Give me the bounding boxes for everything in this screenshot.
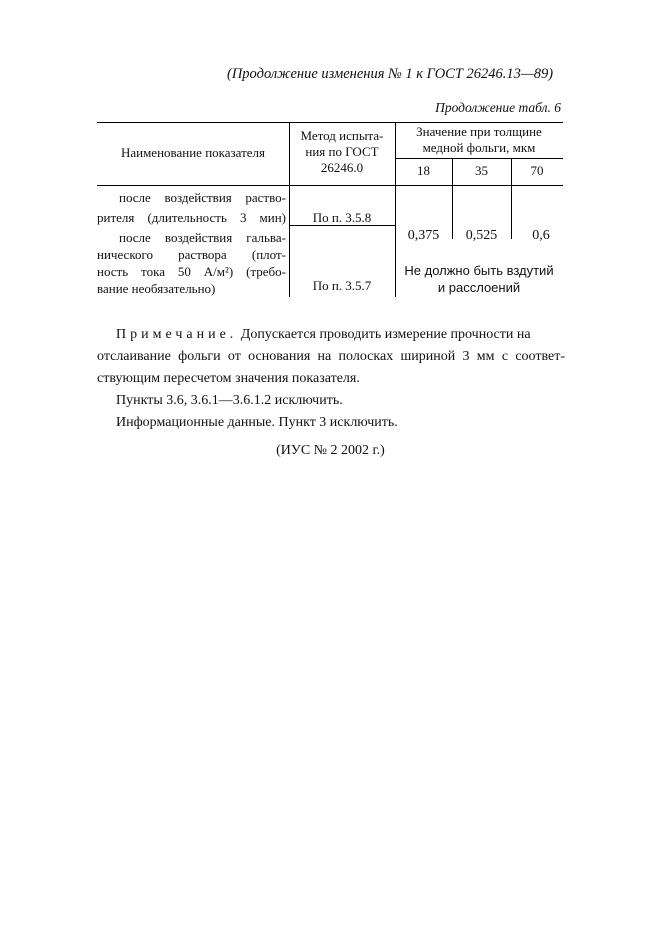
row2-name-line1: после воздействия гальва- (119, 230, 286, 245)
row1-method: По п. 3.5.8 (312, 210, 372, 225)
header-method-line3: 26246.0 (320, 160, 364, 175)
note-line2: отслаивание фольги от основания на полосках шириной 3 мм с соответ- (97, 349, 565, 364)
thickness-35: 35 (475, 163, 488, 178)
header-indicator-name: Наименование показателя (120, 145, 266, 160)
note-line1 (97, 324, 565, 346)
table-row (97, 229, 286, 297)
row1-value-35: 0,525 (465, 228, 498, 243)
row2-name-line4: вание необязательно) (97, 281, 216, 296)
row2-value-line1: Не должно быть вздутий (404, 263, 554, 278)
note-line1-text: Допускается проводить измерение прочности на (240, 327, 531, 342)
header-bottom-rule (97, 185, 563, 186)
table-continuation-label: Продолжение табл. 6 (435, 100, 561, 115)
header-method-line2: ния по ГОСТ (305, 144, 379, 159)
header-value-line2: медной фольги, мкм (422, 140, 536, 155)
header-method-line1: Метод испыта- (300, 128, 384, 143)
thickness-70: 70 (530, 163, 544, 178)
row2-method: По п. 3.5.7 (312, 278, 372, 293)
row2-value-line2: и расслоений (437, 280, 521, 295)
document-continuation-header: (Продолжение изменения № 1 к ГОСТ 26246.13—89) (227, 66, 554, 82)
row1-name-line2: рителя (длительность 3 мин) (97, 210, 286, 225)
thickness-18: 18 (417, 163, 430, 178)
paragraph-items-excluded: Пункты 3.6, 3.6.1—3.6.1.2 исключить. (116, 393, 343, 408)
row1-name-line1: после воздействия раство- (119, 190, 286, 205)
note-line3: ствующим пересчетом значения показателя. (97, 371, 360, 386)
table-top-rule (97, 122, 563, 123)
paragraph-info-data: Информационные данные. Пункт 3 исключить. (116, 415, 398, 430)
table-row (97, 190, 286, 226)
row2-value (395, 262, 563, 296)
note-paragraph (97, 324, 565, 390)
row1-value-70: 0,6 (532, 228, 550, 243)
note-label: Примечание. (116, 327, 238, 342)
header-value (395, 124, 563, 156)
row2-name-line3: ность тока 50 А/м²) (требо- (97, 264, 286, 279)
header-value-line1: Значение при толщине (416, 124, 542, 139)
ius-footer: (ИУС № 2 2002 г.) (276, 443, 385, 458)
header-method (289, 128, 395, 176)
thickness-header-rule (395, 158, 563, 159)
row1-value-18: 0,375 (407, 228, 440, 243)
row2-name-line2: нического раствора (плот- (97, 247, 286, 262)
